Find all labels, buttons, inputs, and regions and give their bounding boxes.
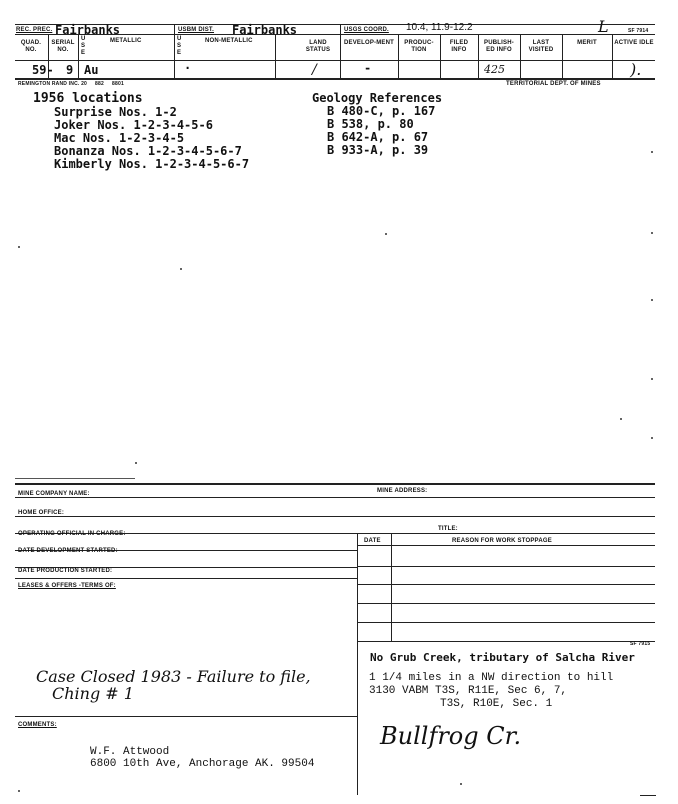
leases-label: LEASES & OFFERS -TERMS OF: xyxy=(18,583,116,589)
row-metallic: Au xyxy=(84,63,99,77)
usbm-dist-label: USBM DIST. xyxy=(178,27,215,33)
reason-column-header: REASON FOR WORK STOPPAGE xyxy=(452,538,552,544)
col-published-info: PUBLISH-ED INFO xyxy=(484,40,514,53)
locations-title: 1956 locations xyxy=(33,91,143,106)
location-line-3: T3S, R10E, Sec. 1 xyxy=(440,698,553,710)
printer-line: REMINGTON RAND INC. 20 xyxy=(18,81,88,87)
comments-label: COMMENTS: xyxy=(18,722,57,728)
dept-line: TERRITORIAL DEPT. OF MINES xyxy=(506,81,601,87)
row-quad: 59- xyxy=(32,63,54,77)
row-non-metallic: · xyxy=(184,61,192,75)
row-development: - xyxy=(364,61,372,75)
home-office-label: HOME OFFICE: xyxy=(18,510,65,516)
printer-code2: 8801 xyxy=(112,81,124,87)
col-active-idle: ACTIVE IDLE xyxy=(614,40,654,46)
rec-prec-value: Fairbanks xyxy=(55,23,121,37)
mine-address-label: MINE ADDRESS: xyxy=(377,488,428,494)
geology-title: Geology References xyxy=(312,91,443,105)
usgs-coord-label: USGS COORD. xyxy=(344,27,389,33)
col-quad-no: QUAD. NO. xyxy=(20,40,42,53)
location-item: Bonanza Nos. 1-2-3-4-5-6-7 xyxy=(54,144,242,158)
form-number-top: SF 7914 xyxy=(628,28,649,34)
location-item: Surprise Nos. 1-2 xyxy=(54,105,177,119)
geology-item: B 642-A, p. 67 xyxy=(327,130,429,144)
col-non-metallic-prefix: U S E xyxy=(177,36,182,56)
geology-item: B 480-C, p. 167 xyxy=(327,104,436,118)
operating-official-label: OPERATING OFFICIAL IN CHARGE: xyxy=(18,531,126,537)
address-street: 6800 10th Ave, Anchorage AK. 99504 xyxy=(90,758,315,770)
usbm-dist-value: Fairbanks xyxy=(232,23,298,37)
col-development: DEVELOP-MENT xyxy=(343,40,395,46)
geology-item: B 933-A, p. 39 xyxy=(327,143,429,157)
mine-company-name-label: MINE COMPANY NAME: xyxy=(18,491,90,497)
row-active: ). xyxy=(630,60,642,79)
address-name: W.F. Attwood xyxy=(90,746,170,758)
printer-code1: 882 xyxy=(95,81,104,87)
usgs-coord-value: 10.4, 11.9-12.2 xyxy=(406,22,473,33)
col-metallic-prefix: U S E xyxy=(81,36,86,56)
rec-prec-label: REC. PREC. xyxy=(16,27,53,33)
location-item: Kimberly Nos. 1-2-3-4-5-6-7 xyxy=(54,157,250,171)
date-dev-label: DATE DEVELOPMENT STARTED: xyxy=(18,548,118,554)
row-published: 425 xyxy=(484,63,505,76)
date-column-header: DATE xyxy=(364,538,381,544)
title-label: TITLE: xyxy=(438,526,458,532)
col-production: PRODUC-TION xyxy=(404,40,434,53)
date-prod-label: DATE PRODUCTION STARTED: xyxy=(18,568,113,574)
col-last-visited: LAST VISITED xyxy=(528,40,554,53)
col-merit: MERIT xyxy=(577,40,597,46)
case-closed-note: Case Closed 1983 - Failure to file, xyxy=(36,667,311,686)
location-item: Joker Nos. 1-2-3-4-5-6 xyxy=(54,118,213,132)
row-land-status: / xyxy=(312,62,317,78)
location-line-2: 3130 VABM T3S, R11E, Sec 6, 7, xyxy=(369,685,568,697)
col-land-status: LAND STATUS xyxy=(305,40,331,53)
creek-line: No Grub Creek, tributary of Salcha River xyxy=(370,651,635,664)
location-item: Mac Nos. 1-2-3-4-5 xyxy=(54,131,185,145)
geology-item: B 538, p. 80 xyxy=(327,117,414,131)
col-metallic: METALLIC xyxy=(110,38,142,44)
col-non-metallic: NON-METALLIC xyxy=(205,38,253,44)
claim-note: Ching # 1 xyxy=(52,684,134,703)
form-number-bottom: SF 7915 xyxy=(630,641,651,647)
bullfrog-creek-note: Bullfrog Cr. xyxy=(380,722,522,750)
location-line-1: 1 1/4 miles in a NW direction to hill xyxy=(369,672,614,684)
row-serial: 9 xyxy=(66,63,74,77)
top-right-mark: L xyxy=(598,17,609,36)
col-serial-no: SERIAL NO. xyxy=(51,40,75,53)
col-filed-info: FILED INFO xyxy=(449,40,469,53)
